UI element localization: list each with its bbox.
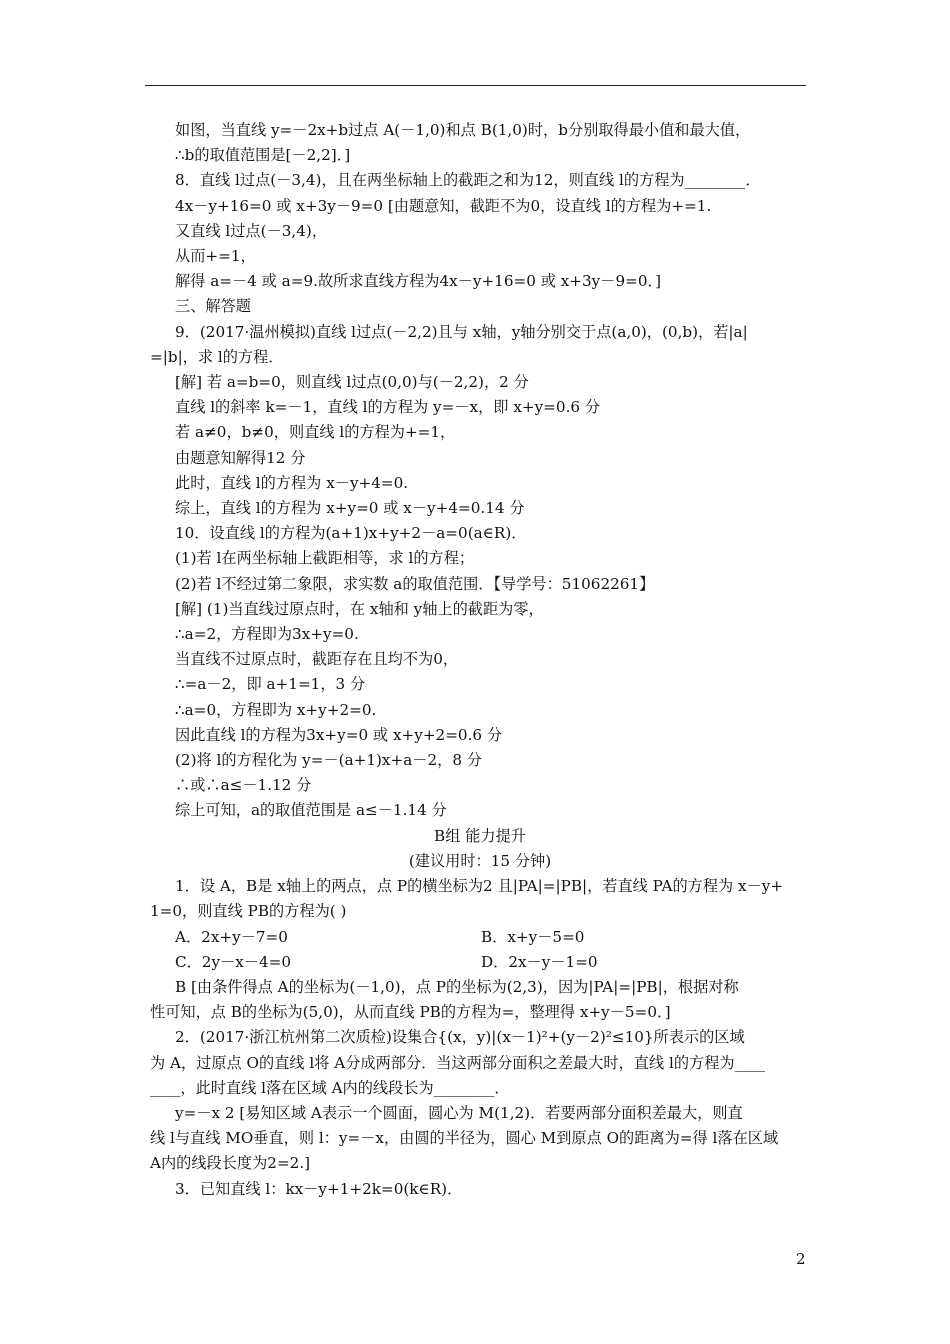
option-c: C．2y－x－4=0 — [175, 952, 292, 971]
question-b2: 2．(2017·浙江杭州第二次质检)设集合{(x，y)|(x－1)²+(y－2)²≤10}所表示的区域 — [175, 1028, 745, 1047]
group-b-heading: B组 能力提升 — [434, 826, 526, 845]
question-10-part2: (2)若 l不经过第二象限，求实数 a的取值范围．【导学号：51062261】 — [175, 574, 655, 593]
option-d: D．2x－y－1=0 — [481, 952, 598, 971]
solution-9: [解] 若 a=b=0，则直线 l过点(0,0)与(－2,2)，2 分 — [175, 373, 529, 392]
text-line: 又直线 l过点(－3,4)， — [175, 221, 328, 240]
text-line: ∴b的取值范围是[－2,2]．] — [175, 146, 351, 165]
text-line: 从而+=1， — [175, 247, 256, 266]
question-b1-cont: 1=0，则直线 PB的方程为( ) — [150, 902, 347, 921]
question-b1: 1．设 A，B是 x轴上的两点，点 P的横坐标为2 且|PA|=|PB|，若直线 PA的方程为 x－y+ — [175, 877, 784, 896]
text-line: 由题意知解得12 分 — [175, 448, 306, 467]
header-rule — [145, 85, 806, 86]
options-row — [150, 925, 810, 950]
answer-b2-cont: A内的线段长度为2=2.] — [150, 1154, 311, 1173]
answer-b1: B [由条件得点 A的坐标为(－1,0)，点 P的坐标为(2,3)，因为|PA|=|PB|，根据对称 — [175, 977, 739, 996]
text-line: 因此直线 l的方程为3x+y=0 或 x+y+2=0.6 分 — [175, 725, 503, 744]
question-b2-cont: 为 A，过原点 O的直线 l将 A分成两部分．当这两部分面积之差最大时，直线 l的方程为____ — [150, 1053, 765, 1072]
suggested-time: (建议用时：15 分钟) — [408, 851, 552, 870]
text-line: 综上，直线 l的方程为 x+y=0 或 x－y+4=0.14 分 — [175, 499, 525, 518]
options-row — [150, 950, 810, 975]
text-line: 如图，当直线 y=－2x+b过点 A(－1,0)和点 B(1,0)时，b分别取得最小值和最大值， — [175, 121, 751, 139]
text-line: ∴=a－2，即 a+1=1，3 分 — [175, 675, 366, 694]
section-heading: 三、解答题 — [175, 297, 251, 316]
text-line: 若 a≠0，b≠0，则直线 l的方程为+=1， — [175, 423, 456, 442]
document-body — [150, 118, 810, 1202]
answer-b1-cont: 性可知，点 B的坐标为(5,0)，从而直线 PB的方程为=，整理得 x+y－5=0．] — [150, 1003, 671, 1022]
text-line: ∴a=0，方程即为 x+y+2=0. — [175, 700, 377, 719]
text-line: 此时，直线 l的方程为 x－y+4=0. — [175, 473, 409, 492]
question-b3: 3．已知直线 l：kx－y+1+2k=0(k∈R)． — [175, 1179, 463, 1198]
text-line: ∴或∴a≤－1.12 分 — [175, 776, 312, 795]
solution-10: [解] (1)当直线过原点时，在 x轴和 y轴上的截距为零， — [175, 599, 544, 618]
question-9: 9．(2017·温州模拟)直线 l过点(－2,2)且与 x轴，y轴分别交于点(a,0)，(0,b)，若|a| — [175, 322, 748, 341]
option-a: A．2x+y－7=0 — [175, 927, 288, 946]
answer-8: 4x－y+16=0 或 x+3y－9=0 [由题意知，截距不为0，设直线 l的方程为+=1. — [175, 196, 712, 215]
question-10: 10．设直线 l的方程为(a+1)x+y+2－a=0(a∈R)． — [175, 524, 527, 543]
text-line: (2)将 l的方程化为 y=－(a+1)x+a－2，8 分 — [175, 751, 482, 770]
option-b: B．x+y－5=0 — [481, 927, 585, 946]
question-b2-cont: ____，此时直线 l落在区域 A内的线段长为________． — [150, 1078, 510, 1097]
answer-b2-cont: 线 l与直线 MO垂直，则 l：y=－x，由圆的半径为，圆心 M到原点 O的距离为=得 l落在区域 — [150, 1129, 779, 1148]
text-line: ∴a=2，方程即为3x+y=0. — [175, 625, 359, 644]
text-line: 直线 l的斜率 k=－1，直线 l的方程为 y=－x，即 x+y=0.6 分 — [175, 398, 601, 417]
text-line: 综上可知，a的取值范围是 a≤－1.14 分 — [175, 801, 447, 820]
question-10-part1: (1)若 l在两坐标轴上截距相等，求 l的方程； — [175, 549, 475, 568]
question-9-cont: =|b|，求 l的方程． — [150, 347, 284, 366]
page-number: 2 — [796, 1250, 806, 1268]
text-line: 当直线不过原点时，截距存在且均不为0， — [175, 650, 459, 669]
question-8: 8．直线 l过点(－3,4)，且在两坐标轴上的截距之和为12，则直线 l的方程为________． — [175, 171, 761, 190]
text-line: 解得 a=－4 或 a=9.故所求直线方程为4x－y+16=0 或 x+3y－9=0．] — [175, 272, 662, 291]
answer-b2: y=－x 2 [易知区域 A表示一个圆面，圆心为 M(1,2)．若要两部分面积差最大，则直 — [175, 1103, 743, 1122]
